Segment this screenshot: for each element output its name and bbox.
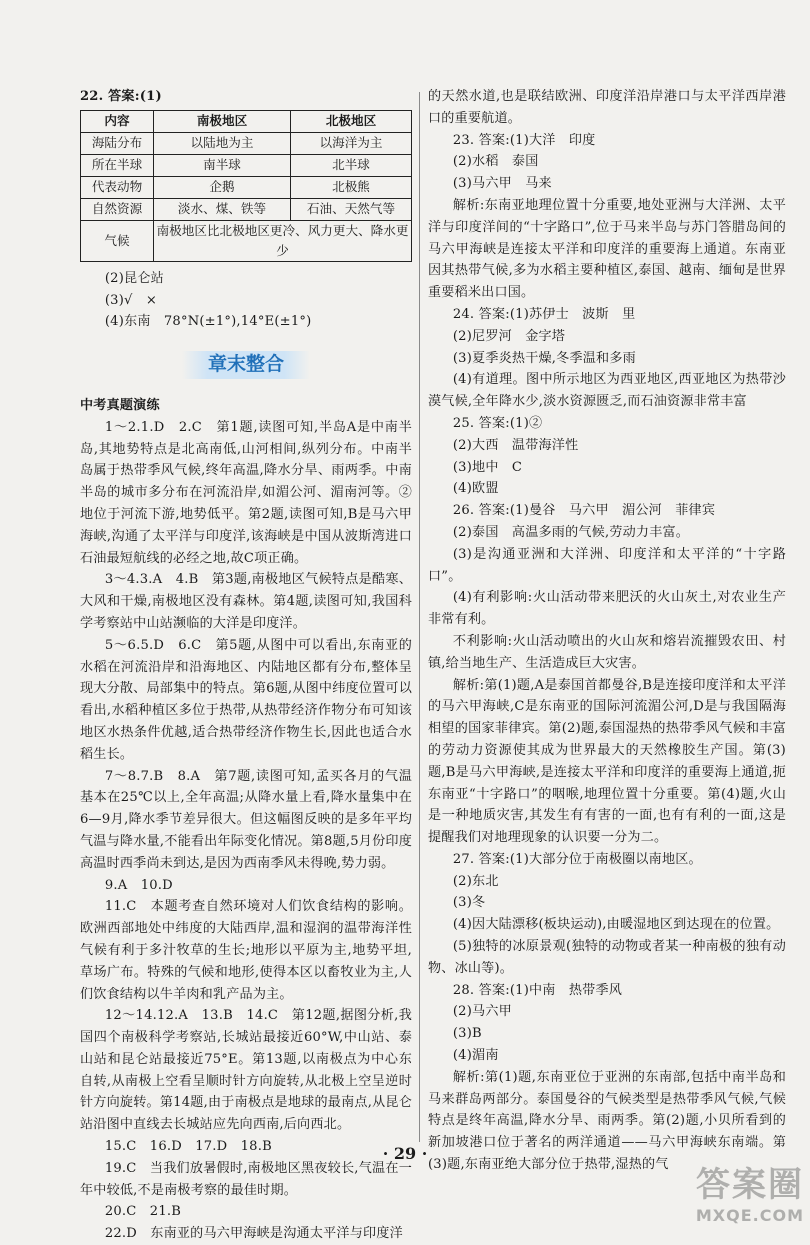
table-cell: 所在半球 [81, 154, 154, 176]
table-row [81, 198, 412, 220]
answer-paragraph: (2)大西 温带海洋性 [452, 437, 579, 453]
answer-paragraph: (4)有道理。图中所示地区为西亚地区,西亚地区为热带沙漠气候,全年降水少,淡水资源匮乏,而石油资源非常丰富 [428, 372, 786, 410]
q22-heading: 22. 答案:(1) [80, 89, 162, 104]
table-cell: 代表动物 [81, 176, 154, 198]
answer-paragraph: 25. 答案:(1)② [452, 415, 543, 431]
header-cell: 内容 [81, 110, 154, 132]
answer-paragraph: 的天然水道,也是联结欧洲、印度洋沿岸港口与太平洋西岸港口的重要航道。 [428, 89, 786, 126]
header-cell: 南极地区 [154, 110, 291, 132]
answer-paragraph: (4)因大陆漂移(板块运动),由暖湿地区到达现在的位置。 [452, 917, 780, 933]
watermark [696, 1157, 804, 1225]
table-cell: 气候 [81, 220, 154, 261]
right-column [428, 86, 786, 1176]
table-cell: 海陆分布 [81, 132, 154, 154]
answer-paragraph: (4)有利影响:火山活动带来肥沃的火山灰土,对农业生产非常有利。 [428, 590, 786, 628]
watermark-url: MXQE.COM [695, 1206, 804, 1225]
answer-paragraph: 11.C 本题考查自然环境对人们饮食结构的影响。欧洲西部地处中纬度的大陆西岸,温和湿润的温带海洋性气候有利于多汁牧草的生长;地形以平原为主,地势平坦,草场广布。特殊的气候和地形,使得本区以畜牧业为主,人们饮食结构以牛羊肉和乳产品为主。 [80, 899, 412, 1002]
table-cell: 自然资源 [81, 198, 154, 220]
watermark-logo: 答案圈 [696, 1165, 804, 1205]
answer-paragraph: (2)尼罗河 金字塔 [452, 328, 566, 344]
answer-line: (4)东南 78°N(±1°),14°E(±1°) [104, 314, 312, 330]
table-cell: 以陆地为主 [154, 132, 291, 154]
answer-paragraph: (4)湄南 [452, 1048, 499, 1064]
answer-paragraph: 解析:第(1)题,A是泰国首都曼谷,B是连接印度洋和太平洋的马六甲海峡,C是东南亚的国际河流湄公河,D是与我国隔海相望的国家菲律宾。第(2)题,泰国湿热的热带季风气候和丰富的劳动力资源使其成为世界最大的天然橡胶生产国。第(3)题,B是马六甲海峡,是连接太平洋和印度洋的重要海上通道,扼东南亚“十字路口”的咽喉,地理位置十分重要。第(4)题,火山是一种地质灾害,其发生有有害的一面,也有有利的一面,这是提醒我们对地理现象的认识要一分为二。 [428, 677, 786, 846]
answer-paragraph: 1～2.1.D 2.C 第1题,读图可知,半岛A是中南半岛,其地势特点是北高南低,山河相间,纵列分布。中南半岛属于热带季风气候,终年高温,降水分旱、雨两季。中南半岛的城市多分布在河流沿岸,如湄公河、湄南河等。②地位于河流下游,地势低平。第2题,读图可知,B是马六甲海峡,沟通了太平洋与印度洋,该海峡是中国从波斯湾进口石油最短航线的必经之地,故C项正确。 [80, 419, 412, 566]
answer-paragraph: 7～8.7.B 8.A 第7题,读图可知,孟买各月的气温基本在25℃以上,全年高温;从降水量上看,降水量集中在6—9月,降水季节差异很大。但这幅图反映的是多年平均气温与降水量,不能看出年际变化情况。第8题,5月份印度高温时西季尚未到达,是因为西南季风未得晚,势力弱。 [80, 768, 412, 871]
section-title: 章末整合 [80, 351, 412, 379]
answer-paragraph: (3)地中 C [452, 459, 523, 475]
table-cell: 石油、天然气等 [291, 198, 412, 220]
table-header-row [81, 110, 412, 132]
answer-paragraph: 15.C 16.D 17.D 18.B [104, 1139, 272, 1155]
answer-paragraph: 24. 答案:(1)苏伊士 波斯 里 [452, 306, 636, 322]
answer-paragraph: 不利影响:火山活动喷出的火山灰和熔岩流摧毁农田、村镇,给当地生产、生活造成巨大灾害。 [428, 633, 786, 671]
answer-paragraph: 28. 答案:(1)中南 热带季风 [452, 982, 623, 998]
right-paragraphs [428, 86, 786, 1176]
left-paragraphs [80, 417, 412, 1245]
answer-paragraph: 19.C 当我们放暑假时,南极地区黑夜较长,气温在一年中较低,不是南极考察的最佳时期。 [80, 1160, 412, 1198]
header-cell: 北极地区 [291, 110, 412, 132]
table-cell: 北极熊 [291, 176, 412, 198]
table-cell: 南半球 [154, 154, 291, 176]
answer-line: (2)昆仑站 [104, 270, 164, 286]
answer-paragraph: (5)独特的冰原景观(独特的动物或者某一种南极的独有动物、冰山等)。 [428, 939, 786, 976]
answer-paragraph: 22.D 东南亚的马六甲海峡是沟通太平洋与印度洋 [104, 1226, 403, 1242]
answer-line: (3)√ × [104, 292, 158, 308]
table-row [81, 176, 412, 198]
answer-paragraph: 9.A 10.D [104, 877, 173, 893]
table-cell: 以海洋为主 [291, 132, 412, 154]
answer-paragraph: 26. 答案:(1)曼谷 马六甲 湄公河 菲律宾 [452, 503, 716, 519]
answer-paragraph: (2)泰国 高温多雨的气候,劳动力丰富。 [452, 524, 690, 540]
answer-paragraph: 5～6.5.D 6.C 第5题,从图中可以看出,东南亚的水稻在河流沿岸和沿海地区、内陆地区都有分布,整体呈现大分散、局部集中的特点。第6题,从图中纬度位置可以看出,水稻种植区多位于热带,从热带经济作物分布可知该地区水热条件优越,适合热带经济作物生长,因此也适合水稻生长。 [80, 637, 412, 762]
answer-paragraph: 27. 答案:(1)大部分位于南极圈以南地区。 [452, 851, 702, 867]
comparison-table [80, 110, 412, 262]
answer-paragraph: (3)是沟通亚洲和大洋洲、印度洋和太平洋的“十字路口”。 [428, 546, 786, 584]
table-row [81, 154, 412, 176]
answer-paragraph: (3)马六甲 马来 [452, 176, 552, 192]
answer-paragraph: 12～14.12.A 13.B 14.C 第12题,据图分析,我国四个南极科学考察站,长城站最接近60°W,中山站、泰山站和昆仑站最接近75°E。第13题,以南极点为中心东自转,从南极上空看呈顺时针方向旋转,从北极上空呈逆时针方向旋转。第14题,由于南极点是地球的最南点,从昆仑站沿图中直线去长城站应先向西南,后向西北。 [80, 1008, 412, 1133]
answer-paragraph: (3)B [452, 1026, 482, 1042]
table-row [81, 220, 412, 261]
answer-paragraph: 20.C 21.B [104, 1204, 182, 1220]
answer-paragraph: (2)水稻 泰国 [452, 154, 539, 170]
answer-paragraph: (3)夏季炎热干燥,冬季温和多雨 [452, 350, 636, 366]
left-column [80, 86, 412, 1245]
subheading: 中考真题演练 [80, 397, 160, 413]
page-number: · 29 · [382, 1144, 428, 1163]
table-cell: 企鹅 [154, 176, 291, 198]
answer-paragraph: 3～4.3.A 4.B 第3题,南极地区气候特点是酷寒、大风和干燥,南极地区没有森林。第4题,读图可知,我国科学考察站中山站濒临的大洋是印度洋。 [80, 572, 412, 631]
answer-paragraph: 解析:东南亚地理位置十分重要,地处亚洲与大洋洲、太平洋与印度洋间的“十字路口”,位于马来半岛与苏门答腊岛间的马六甲海峡是连接太平洋和印度洋的重要海上通道。东南亚因其热带气候,多为水稻主要种植区,泰国、越南、缅甸是世界重要稻米出口国。 [428, 197, 786, 301]
table-cell: 北半球 [291, 154, 412, 176]
answer-paragraph: (2)马六甲 [452, 1004, 512, 1020]
answer-paragraph: 解析:第(1)题,东南亚位于亚洲的东南部,包括中南半岛和马来群岛两部分。泰国曼谷的气候类型是热带季风气候,气候特点是终年高温,降水分旱、雨两季。第(2)题,小贝所看到的新加坡港口位于著名的两洋通道——马六甲海峡东南端。第(3)题,东南亚绝大部分位于热带,湿热的气 [428, 1069, 786, 1173]
answer-paragraph: (4)欧盟 [452, 481, 499, 497]
table-cell: 南极地区比北极地区更冷、风力更大、降水更少 [154, 220, 412, 261]
q22-parts [80, 268, 412, 333]
answer-paragraph: (2)东北 [452, 873, 499, 889]
answer-paragraph: (3)冬 [452, 895, 486, 911]
answer-paragraph: 23. 答案:(1)大洋 印度 [452, 132, 596, 148]
table-cell: 淡水、煤、铁等 [154, 198, 291, 220]
column-divider [419, 92, 420, 1142]
table-row [81, 132, 412, 154]
